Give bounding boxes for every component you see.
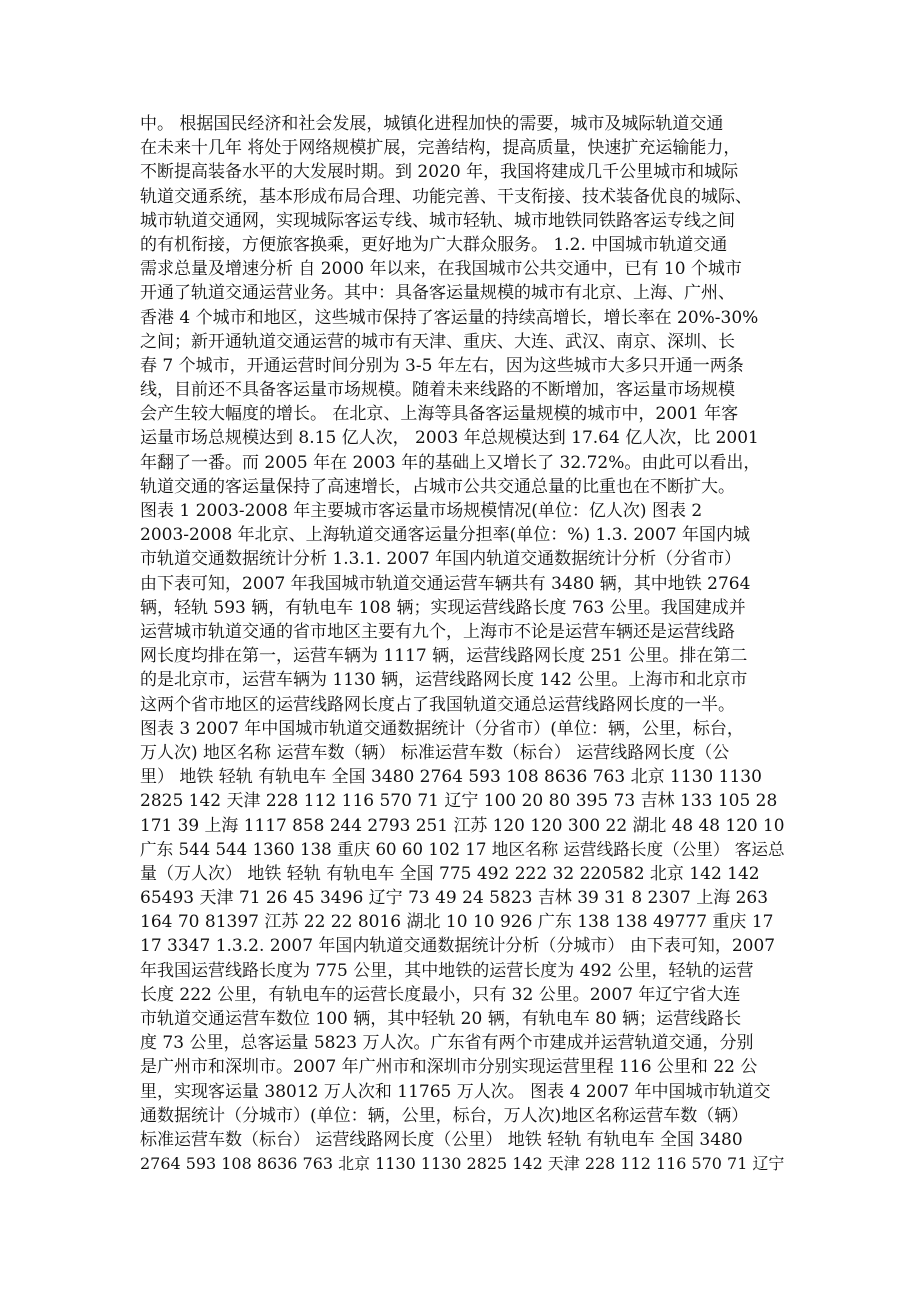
text-line: 开通了轨道交通运营业务。其中：具备客运量规模的城市有北京、上海、广州、: [140, 283, 735, 304]
text-line: 标准运营车数（标台） 运营线路网长度（公里） 地铁 轻轨 有轨电车 全国 3480: [140, 1129, 743, 1150]
body-text: [140, 112, 785, 1176]
text-line: 图表 1 2003-2008 年主要城市客运量市场规模情况(单位：亿人次) 图表 2: [140, 501, 703, 521]
text-line: 线，目前还不具备客运量市场规模。随着未来线路的不断增加，客运量市场规模: [140, 380, 735, 401]
text-line: 城市轨道交通网，实现城际客运专线、城市轻轨、城市地铁同铁路客运专线之间: [140, 210, 735, 231]
text-line: 香港 4 个城市和地区，这些城市保持了客运量的持续高增长，增长率在 20%-30%: [140, 307, 759, 328]
text-line: 轨道交通系统，基本形成布局合理、功能完善、干支衔接、技术装备优良的城际、: [140, 186, 752, 207]
text-line: 65493 天津 71 26 45 3496 辽宁 73 49 24 5823 吉林 39 31 8 2307 上海 263: [140, 888, 769, 908]
text-line: 辆，轻轨 593 辆，有轨电车 108 辆；实现运营线路长度 763 公里。我国建成并: [140, 597, 746, 618]
text-line: 在未来十几年 将处于网络规模扩展，完善结构，提高质量，快速扩充运输能力，: [140, 138, 741, 159]
text-line: 年我国运营线路长度为 775 公里，其中地铁的运营长度为 492 公里，轻轨的运营: [140, 960, 754, 981]
text-line: 之间；新开通轨道交通运营的城市有天津、重庆、大连、武汉、南京、深圳、长: [140, 331, 735, 352]
text-line: 是广州市和深圳市。2007 年广州市和深圳市分别实现运营里程 116 公里和 22 公: [140, 1057, 758, 1078]
text-line: 171 39 上海 1117 858 244 2793 251 江苏 120 120 300 22 湖北 48 48 120 10: [140, 815, 785, 836]
text-line: 量（万人次） 地铁 轻轨 有轨电车 全国 775 492 222 32 220582 北京 142 142: [140, 863, 760, 884]
text-line: 里） 地铁 轻轨 有轨电车 全国 3480 2764 593 108 8636 763 北京 1130 1130: [140, 767, 762, 788]
text-line: 度 73 公里，总客运量 5823 万人次。广东省有两个市建成并运营轨道交通，分别: [140, 1033, 754, 1054]
text-line: 2825 142 天津 228 112 116 570 71 辽宁 100 20 80 395 73 吉林 133 105 28: [140, 791, 778, 812]
text-line: 不断提高装备水平的大发展时期。到 2020 年，我国将建成几千公里城市和城际: [140, 162, 739, 183]
text-line: 网长度均排在第一，运营车辆为 1117 辆，运营线路网长度 251 公里。排在第二: [140, 646, 748, 667]
text-line: 这两个省市地区的运营线路网长度占了我国轨道交通总运营线路网长度的一半。: [140, 694, 735, 715]
text-line: 市轨道交通运营车数位 100 辆，其中轻轨 20 辆，有轨电车 80 辆；运营线路长: [140, 1008, 742, 1029]
text-line: 的有机衔接，方便旅客换乘，更好地为广大群众服务。 1.2. 中国城市轨道交通: [140, 234, 728, 255]
text-line: 图表 3 2007 年中国城市轨道交通数据统计（分省市）(单位：辆，公里，标台，: [140, 718, 744, 739]
text-line: 会产生较大幅度的增长。 在北京、上海等具备客运量规模的城市中，2001 年客: [140, 404, 739, 425]
text-line: 年翻了一番。而 2005 年在 2003 年的基础上又增长了 32.72%。由此可以看出，: [140, 452, 761, 473]
text-line: 2003-2008 年北京、上海轨道交通客运量分担率(单位：%) 1.3. 2007 年国内城: [140, 525, 751, 546]
text-line: 由下表可知，2007 年我国城市轨道交通运营车辆共有 3480 辆，其中地铁 2764: [140, 573, 751, 594]
text-line: 需求总量及增速分析 自 2000 年以来，在我国城市公共交通中，已有 10 个城市: [140, 259, 742, 280]
text-line: 运营城市轨道交通的省市地区主要有九个，上海市不论是运营车辆还是运营线路: [140, 621, 735, 642]
text-line: 2764 593 108 8636 763 北京 1130 1130 2825 142 天津 228 112 116 570 71 辽宁: [140, 1154, 785, 1174]
text-line: 通数据统计（分城市）(单位：辆，公里，标台，万人次)地区名称运营车数（辆）: [140, 1105, 749, 1126]
text-line: 的是北京市，运营车辆为 1130 辆，运营线路网长度 142 公里。上海市和北京市: [140, 670, 748, 691]
text-line: 春 7 个城市，开通运营时间分别为 3-5 年左右，因为这些城市大多只开通一两条: [140, 355, 744, 376]
text-line: 164 70 81397 江苏 22 22 8016 湖北 10 10 926 广东 138 138 49777 重庆 17: [140, 912, 774, 933]
text-line: 市轨道交通数据统计分析 1.3.1. 2007 年国内轨道交通数据统计分析（分省市）: [140, 549, 742, 570]
text-line: 里，实现客运量 38012 万人次和 11765 万人次。 图表 4 2007 年中国城市轨道交: [140, 1081, 771, 1102]
text-line: 17 3347 1.3.2. 2007 年国内轨道交通数据统计分析（分城市） 由下表可知，2007: [140, 936, 776, 957]
text-line: 长度 222 公里，有轨电车的运营长度最小，只有 32 公里。2007 年辽宁省大连: [140, 984, 741, 1005]
text-line: 万人次) 地区名称 运营车数（辆） 标准运营车数（标台） 运营线路网长度（公: [140, 742, 730, 763]
text-line: 广东 544 544 1360 138 重庆 60 60 102 17 地区名称 运营线路长度（公里） 客运总: [140, 839, 785, 859]
text-line: 运量市场总规模达到 8.15 亿人次， 2003 年总规模达到 17.64 亿人次，比 2001: [140, 428, 759, 449]
text-line: 轨道交通的客运量保持了高速增长，占城市公共交通总量的比重也在不断扩大。: [140, 476, 735, 497]
text-line: 中。 根据国民经济和社会发展，城镇化进程加快的需要，城市及城际轨道交通: [140, 114, 724, 134]
